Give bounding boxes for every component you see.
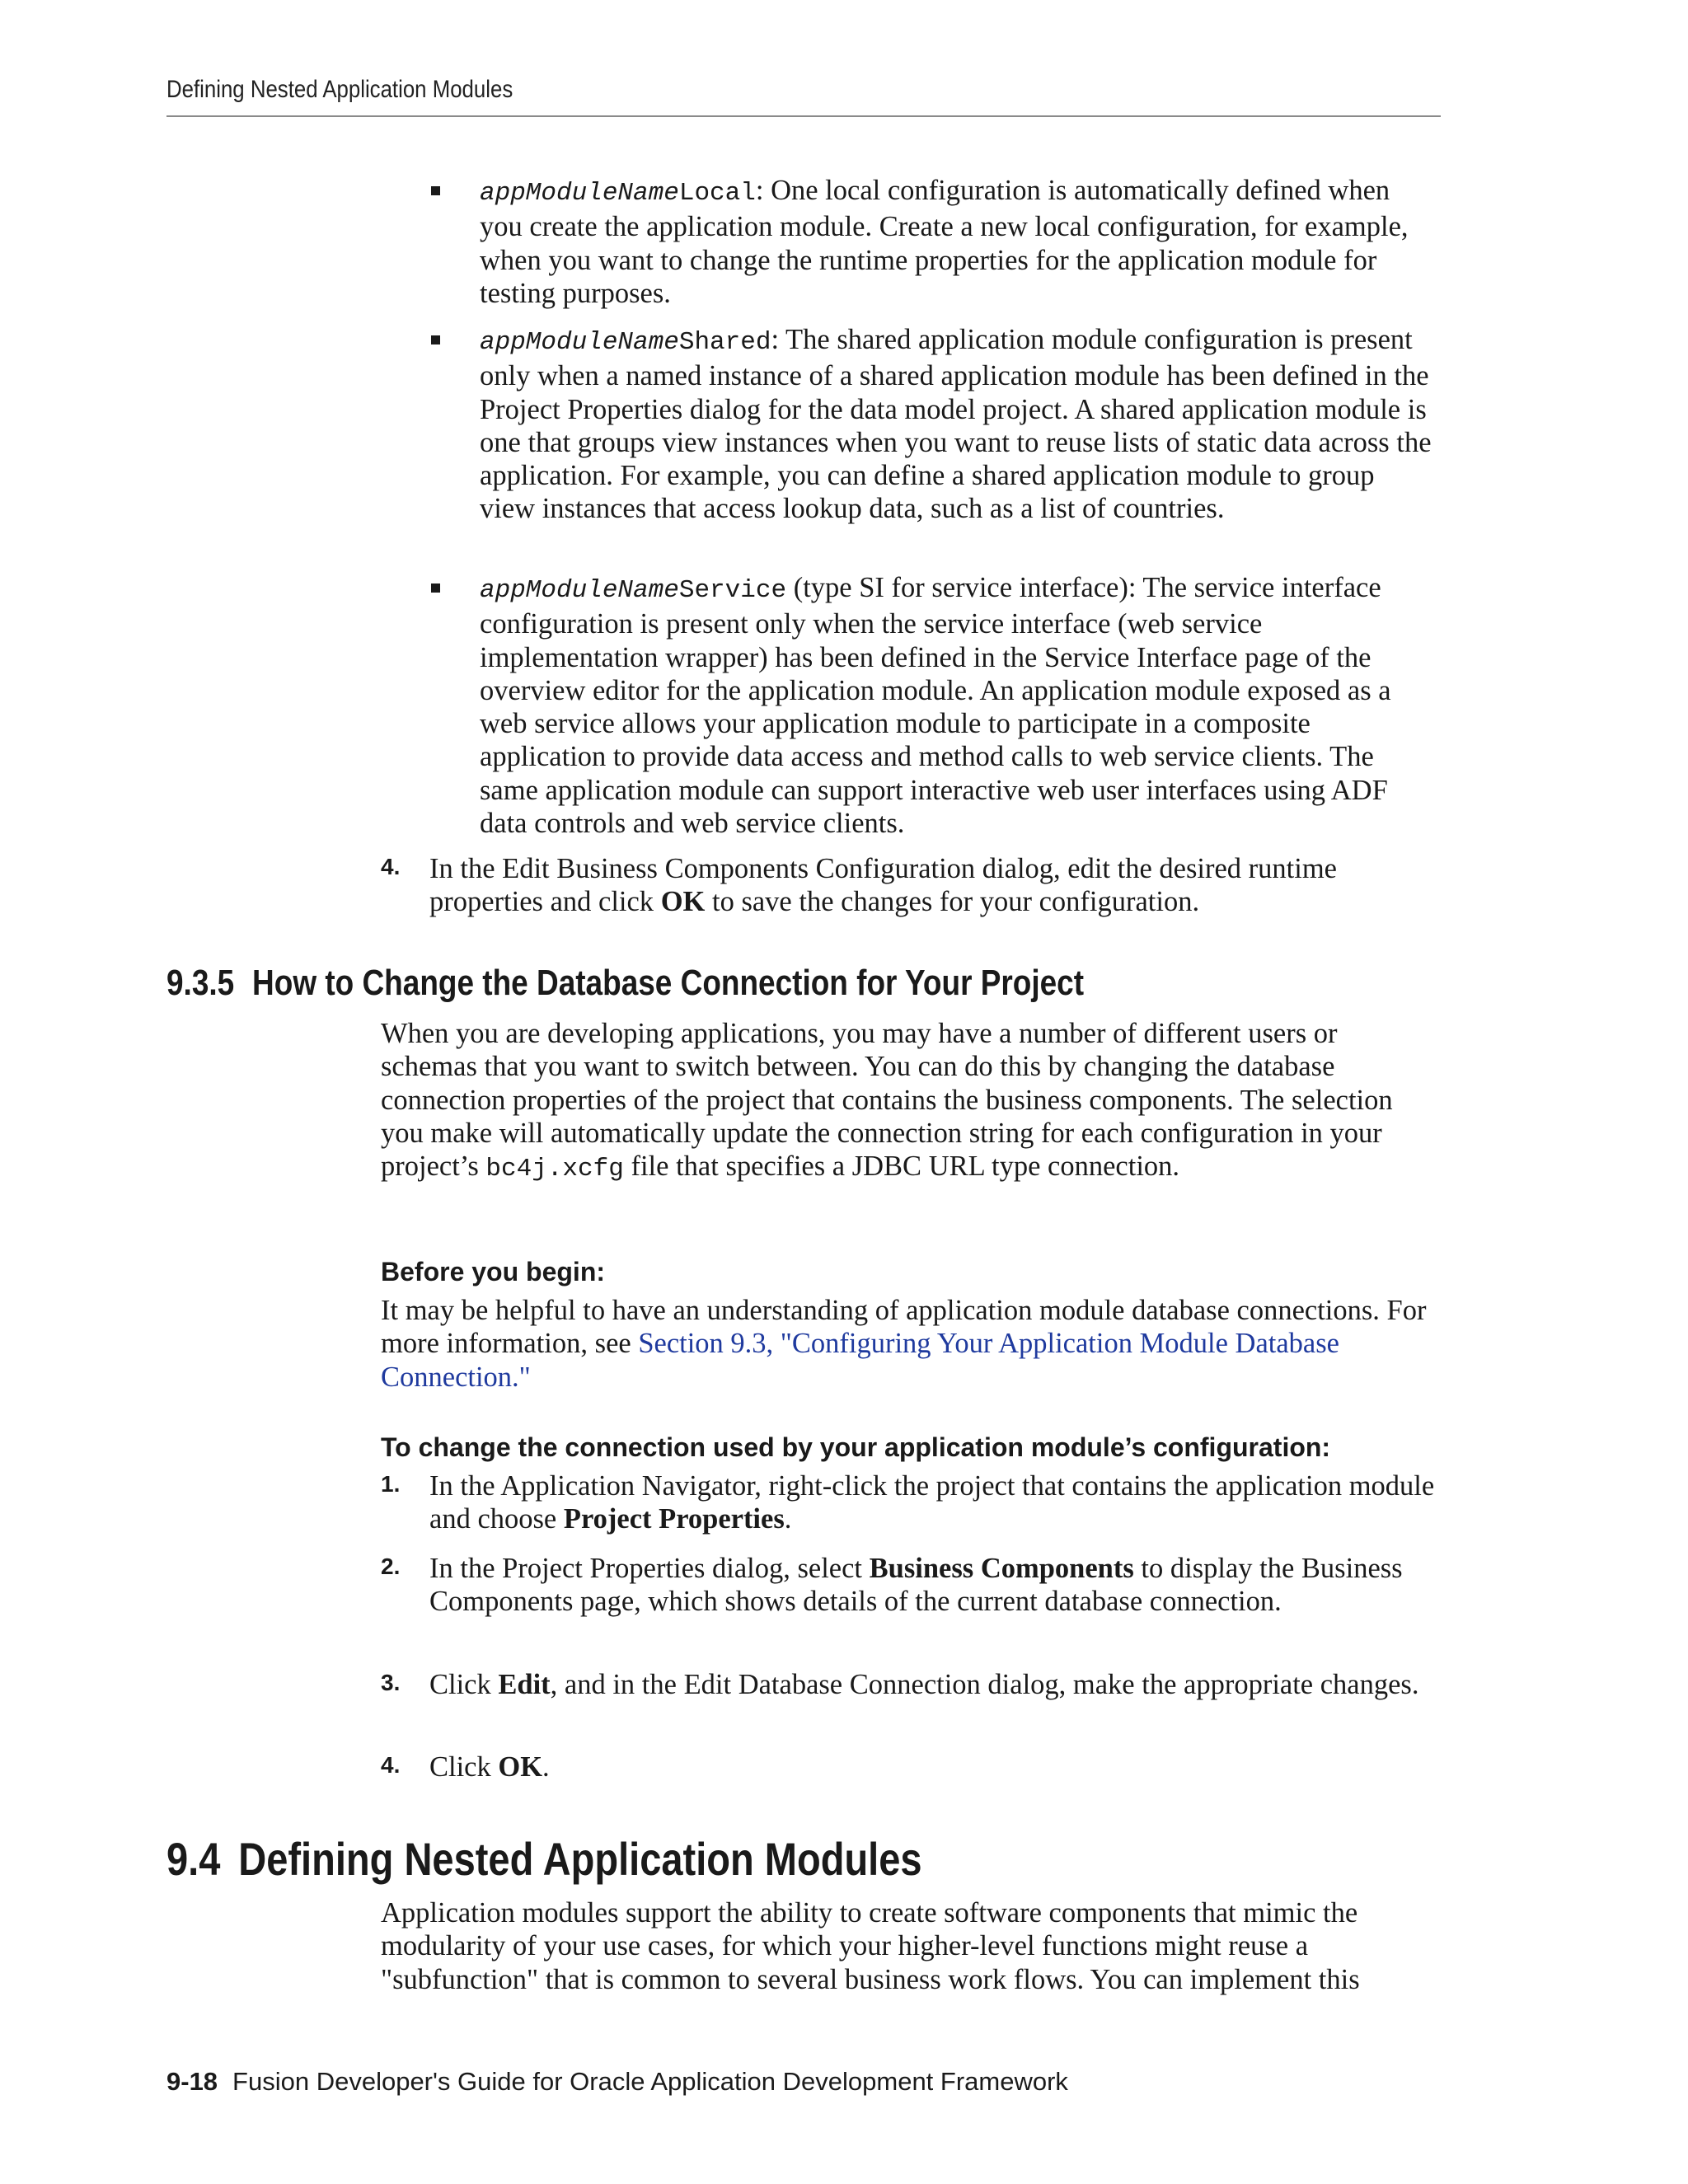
step-text: Click OK. (429, 1751, 550, 1783)
running-header: Defining Nested Application Modules (166, 76, 513, 103)
book-title: Fusion Developer's Guide for Oracle Application Development Framework (232, 2067, 1068, 2096)
code-term: Shared (678, 328, 771, 357)
list-item-text (480, 174, 1436, 310)
header-divider (166, 115, 1441, 117)
section-number: 9.4 (166, 1833, 221, 1885)
section-heading-9-3-5 (166, 963, 1084, 1004)
code-term: appModuleName (480, 328, 679, 357)
step-item (381, 852, 1437, 919)
section-9-4-intro-paragraph: Application modules support the ability to create software components that mimic the modularity of your use cases, for which your higher-level functions might reuse a "subfunction" that is common to several business work flows. You can implement this (381, 1897, 1360, 1995)
list-item-service-config (480, 571, 1436, 840)
page-footer (166, 2067, 1068, 2097)
list-item-text (480, 571, 1436, 840)
before-you-begin-paragraph: It may be helpful to have an understanding of application module database connections. For more information, see Section 9.3, "Configuring Your Application Module Database Connection." (381, 1295, 1427, 1393)
square-bullet-icon (431, 186, 440, 195)
step-number: 4. (381, 854, 401, 879)
step-text: In the Edit Business Components Configuration dialog, edit the desired runtime properties and click OK to save the changes for your configuration. (429, 853, 1337, 918)
step-text: In the Application Navigator, right-click the project that contains the application module and choose Project Properties. (429, 1470, 1435, 1535)
section-title: Defining Nested Application Modules (238, 1833, 922, 1885)
code-term: bc4j.xcfg (485, 1155, 624, 1184)
step-item (381, 1668, 1437, 1701)
section-number: 9.3.5 (166, 963, 235, 1003)
list-item-local-config (480, 174, 1436, 310)
page-number: 9-18 (166, 2067, 218, 2096)
description: (type SI for service interface): The service interface configuration is present only when the service interface (web service implementation wrapper) has been defined in the Service Interface page of the overview editor for the application module. An application module exposed as a web service allows your application module to participate in a composite application to provide data access and method calls to web service clients. The same application module can support interactive web user interfaces using ADF data controls and web service clients. (480, 572, 1391, 840)
step-text: Click Edit, and in the Edit Database Connection dialog, make the appropriate changes. (429, 1669, 1419, 1700)
step-number: 4. (381, 1752, 401, 1778)
description: : The shared application module configuration is present only when a named instance of a shared application module has been defined in the Project Properties dialog for the data model project. A shared application module is one that groups view instances when you want to reuse lists of static data across the application. For example, you can define a shared application module to group view instances that access lookup data, such as a list of countries. (480, 324, 1432, 525)
step-item (381, 1552, 1437, 1619)
before-you-begin-heading: Before you begin: (381, 1257, 606, 1286)
procedure-heading: To change the connection used by your application module’s configuration: (381, 1432, 1331, 1462)
code-term: Local (678, 179, 756, 208)
description: : One local configuration is automatically defined when you create the application module. Create a new local configuration, for example, when you want to change the runtime properties for the application module for testing purposes. (480, 175, 1409, 309)
section-9-3-link[interactable]: Section 9.3, "Configuring Your Application Module Database Connection." (381, 1328, 1339, 1393)
list-item-shared-config (480, 323, 1436, 526)
list-item-text (480, 323, 1436, 526)
square-bullet-icon (431, 583, 440, 593)
step-number: 2. (381, 1554, 401, 1579)
step-item (381, 1469, 1437, 1536)
code-term: appModuleName (480, 576, 679, 605)
step-text: In the Project Properties dialog, select Business Components to display the Business Components page, which shows details of the current database connection. (429, 1553, 1403, 1618)
step-item (381, 1750, 1437, 1783)
section-intro-paragraph: When you are developing applications, you may have a number of different users or schemas that you want to switch between. You can do this by changing the database connection properties of the project that contains the business components. The selection you make will automatically update the connection string for each configuration in your project’s bc4j.xcfg file that specifies a JDBC URL type connection. (381, 1018, 1393, 1184)
step-number: 1. (381, 1471, 401, 1497)
step-number: 3. (381, 1670, 401, 1695)
section-heading-9-4 (166, 1832, 922, 1886)
code-term: Service (678, 576, 787, 605)
section-title: How to Change the Database Connection for Your Project (252, 963, 1085, 1003)
code-term: appModuleName (480, 179, 679, 208)
square-bullet-icon (431, 335, 440, 344)
